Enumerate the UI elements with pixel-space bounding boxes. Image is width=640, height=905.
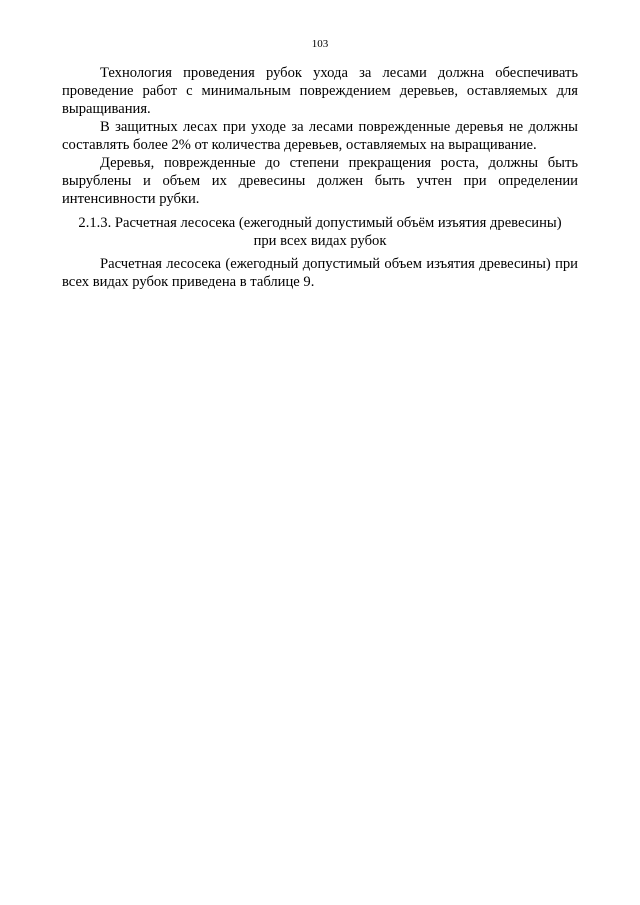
section-heading — [62, 214, 578, 250]
section-heading-line-1: 2.1.3. Расчетная лесосека (ежегодный допустимый объём изъятия древесины) — [78, 215, 562, 231]
section-heading-line-2: при всех видах рубок — [253, 233, 387, 249]
paragraph-logging-technology: Технология проведения рубок ухода за лесами должна обеспечивать проведение работ с минимальным повреждением деревьев, оставляемых для выращивания. — [62, 65, 578, 117]
paragraph-allowable-cut: Расчетная лесосека (ежегодный допустимый объем изъятия древесины) при всех видах рубок приведена в таблице 9. — [62, 256, 578, 290]
paragraph-protective-forests: В защитных лесах при уходе за лесами поврежденные деревья не должны составлять более 2% от количества деревьев, оставляемых на выращивание. — [62, 119, 578, 153]
page-number: 103 — [311, 38, 329, 50]
page-content — [62, 64, 578, 291]
paragraph-damaged-trees: Деревья, поврежденные до степени прекращения роста, должны быть вырублены и объем их древесины должен быть учтен при определении интенсивности рубки. — [62, 155, 578, 207]
